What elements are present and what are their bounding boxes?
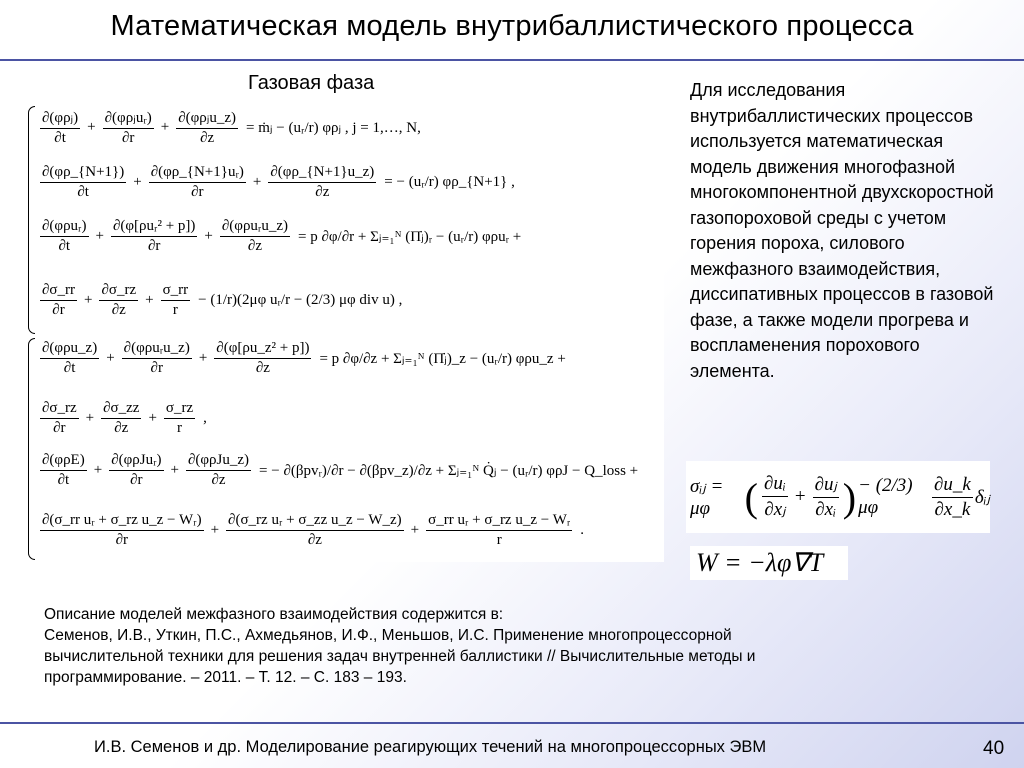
- model-description: Для исследования внутрибаллистических процессов используется математическая модель движения многофазной многокомпонентной двухскоростной газопороховой среды с учетом горения пороха, силового межфазного взаимодействия, диссипативных процессов в газовой фазе, а также модели прогрева и воспламенения порохового элемента.: [690, 80, 994, 381]
- equation-row: [38, 164, 515, 201]
- equation-term: $\frac{\partial\sigma\_zz}{\partial z}$: [103, 400, 140, 436]
- equation-rhs: = p ∂φ/∂r + Σⱼ₌₁ᴺ (Π̇ⱼ)ᵣ − (uᵣ/r) φρuᵣ +: [298, 229, 522, 245]
- footer-text: И.В. Семенов и др. Моделирование реагирующих течений на многопроцессорных ЭВМ: [94, 738, 767, 756]
- equation-rhs: ,: [203, 410, 207, 426]
- reference-line: вычислительной техники для решения задач внутренней баллистики // Вычислительные методы и: [44, 648, 756, 665]
- equation-term: $\frac{\text{∂(φρJu\_z)}}{\partial z}$: [187, 452, 250, 488]
- equation-rhs: = − ∂(βpvᵣ)/∂r − ∂(βpv_z)/∂z + Σⱼ₌₁ᴺ Q̇ⱼ − (uᵣ/r) φρJ − Q_loss +: [259, 463, 639, 479]
- equation-row: [38, 512, 584, 549]
- reference-line: Семенов, И.В., Уткин, П.С., Ахмедьянов, И.Ф., Меньшов, И.С. Применение многопроцессорной: [44, 627, 732, 644]
- equation-row: [38, 218, 521, 255]
- stress-frac-a: $\frac{\text{∂uᵢ}}{\text{∂xⱼ}}$: [763, 473, 786, 520]
- plus-operator: +: [84, 292, 93, 308]
- equation-term: $\frac{\text{∂(φ[ρu\_z² + p])}}{\partial z}$: [216, 340, 310, 376]
- equation-term: $\frac{\partial\sigma\_rz}{\partial r}$: [42, 400, 77, 436]
- page-number: 40: [983, 738, 1005, 759]
- plus-operator: +: [204, 228, 213, 244]
- equation-row: [38, 452, 638, 489]
- paren-close: ): [842, 474, 857, 520]
- plus-operator: +: [87, 119, 96, 135]
- footer-divider: [0, 722, 1024, 724]
- equation-term: $\frac{\text{∂(φρⱼuᵣ)}}{\partial r}$: [104, 110, 152, 146]
- equation-row: [38, 400, 207, 437]
- system-bracket-lower: [28, 338, 35, 560]
- equation-term: $\frac{\text{∂(φρuᵣ)}}{\partial t}$: [42, 218, 87, 254]
- plus-operator: +: [410, 522, 420, 538]
- slide-title: Математическая модель внутрибаллистического процесса: [110, 10, 914, 42]
- plus-operator: +: [133, 174, 142, 190]
- equation-term: $\frac{\text{∂(σ\_rz uᵣ + σ\_zz u\_z − W\_z)}}{\partial z}$: [228, 512, 402, 548]
- equation-rhs: = ṁⱼ − (uᵣ/r) φρⱼ , j = 1,…, N,: [246, 120, 421, 136]
- equation-row: [38, 340, 566, 377]
- plus-operator: +: [210, 522, 220, 538]
- equation-rhs: − (1/r)(2μφ uᵣ/r − (2/3) μφ div u) ,: [198, 292, 403, 308]
- equation-term: $\frac{\partial\sigma\_rz}{\partial z}$: [101, 282, 137, 318]
- equation-term: $\frac{\partial(\varphi\rho\_\{N+1\})}{\partial t}$: [42, 164, 125, 200]
- stress-lhs: σᵢⱼ = μφ: [690, 475, 724, 519]
- plus-operator: +: [95, 228, 104, 244]
- plus-operator: +: [198, 350, 208, 366]
- references-block: [44, 604, 944, 688]
- stress-frac-d: $\frac{\partial u\_k}{\partial x\_k}$: [934, 473, 971, 520]
- equation-term: $\frac{\text{∂(φρuᵣu\_z)}}{\partial r}$: [123, 340, 190, 376]
- equation-panel: [26, 100, 664, 562]
- equation-term: $\frac{\text{∂(φρ\_\{N+1\}uᵣ)}}{\partial r}$: [150, 164, 244, 200]
- equation-term: $\frac{\text{∂(φρJuᵣ)}}{\partial r}$: [111, 452, 162, 488]
- stress-mid: − (2/3) μφ: [858, 475, 913, 518]
- plus-operator: +: [85, 410, 95, 426]
- equation-term: $\frac{\partial\sigma\_rr}{\partial r}$: [42, 282, 75, 318]
- heat-flux-formula: W = −λφ∇T: [690, 546, 848, 580]
- equation-rhs: = p ∂φ/∂z + Σⱼ₌₁ᴺ (Π̇ⱼ)_z − (uᵣ/r) φρu_z +: [319, 351, 566, 367]
- equation-term: $\frac{\text{∂(φρⱼu\_z)}}{\partial z}$: [178, 110, 237, 146]
- equation-term: $\frac{\text{∂(φ[ρuᵣ² + p])}}{\partial r}$: [112, 218, 196, 254]
- equation-term: $\frac{\text{∂(φρE)}}{\partial t}$: [42, 452, 85, 488]
- plus-operator: +: [252, 174, 262, 190]
- equation-term: $\frac{\sigma\_rz}{r}$: [165, 400, 194, 436]
- equation-term: $\frac{\text{∂(σ\_rr uᵣ + σ\_rz u\_z − Wᵣ)}}{\partial r}$: [42, 512, 202, 548]
- equation-term: $\frac{\text{∂(φρu\_z)}}{\partial t}$: [42, 340, 98, 376]
- equation-row: [38, 108, 421, 147]
- equation-rhs: .: [580, 522, 585, 538]
- title-divider: [0, 59, 1024, 61]
- plus-operator: +: [148, 410, 157, 426]
- plus-operator: +: [170, 462, 179, 478]
- reference-line: Описание моделей межфазного взаимодействия содержится в:: [44, 606, 504, 623]
- plus-operator: +: [145, 292, 154, 308]
- stress-tensor-formula: σᵢⱼ = μφ ( $\frac{\text{∂uᵢ}}{\text{∂xⱼ}}$ + $\frac{\text{∂uⱼ}}{\text{∂xᵢ}}$ ) − (2/3) μφ $\frac{\partial u\_k}{\partial x\_k}$ δᵢⱼ: [686, 461, 990, 533]
- stress-tail: δᵢⱼ: [974, 486, 990, 508]
- section-subtitle: Газовая фаза: [248, 72, 375, 94]
- equation-term: $\frac{\text{σ\_rr uᵣ + σ\_rz u\_z − Wᵣ}}{r}$: [428, 512, 571, 548]
- equation-rhs: = − (uᵣ/r) φρ_{N+1} ,: [384, 174, 515, 190]
- plus-operator: +: [160, 119, 170, 135]
- reference-line: программирование. – 2011. – Т. 12. – С. 183 – 193.: [44, 669, 407, 686]
- plus-operator: +: [106, 350, 115, 366]
- equation-term: $\frac{\sigma\_rr}{r}$: [162, 282, 189, 318]
- equation-term: $\frac{\partial(\varphi\rho\_\{N+1\}u\_z)}{\partial z}$: [270, 164, 375, 200]
- paren-open: (: [744, 474, 758, 520]
- stress-frac-b: $\frac{\text{∂uⱼ}}{\text{∂xᵢ}}$: [814, 474, 837, 520]
- equation-term: $\frac{\text{∂(φρuᵣu\_z)}}{\partial z}$: [221, 218, 289, 254]
- plus-operator: +: [93, 462, 103, 478]
- equation-row: [38, 282, 402, 319]
- system-bracket-upper: [28, 106, 35, 334]
- equation-term: $\frac{\text{∂(φρⱼ)}}{\partial t}$: [42, 110, 79, 146]
